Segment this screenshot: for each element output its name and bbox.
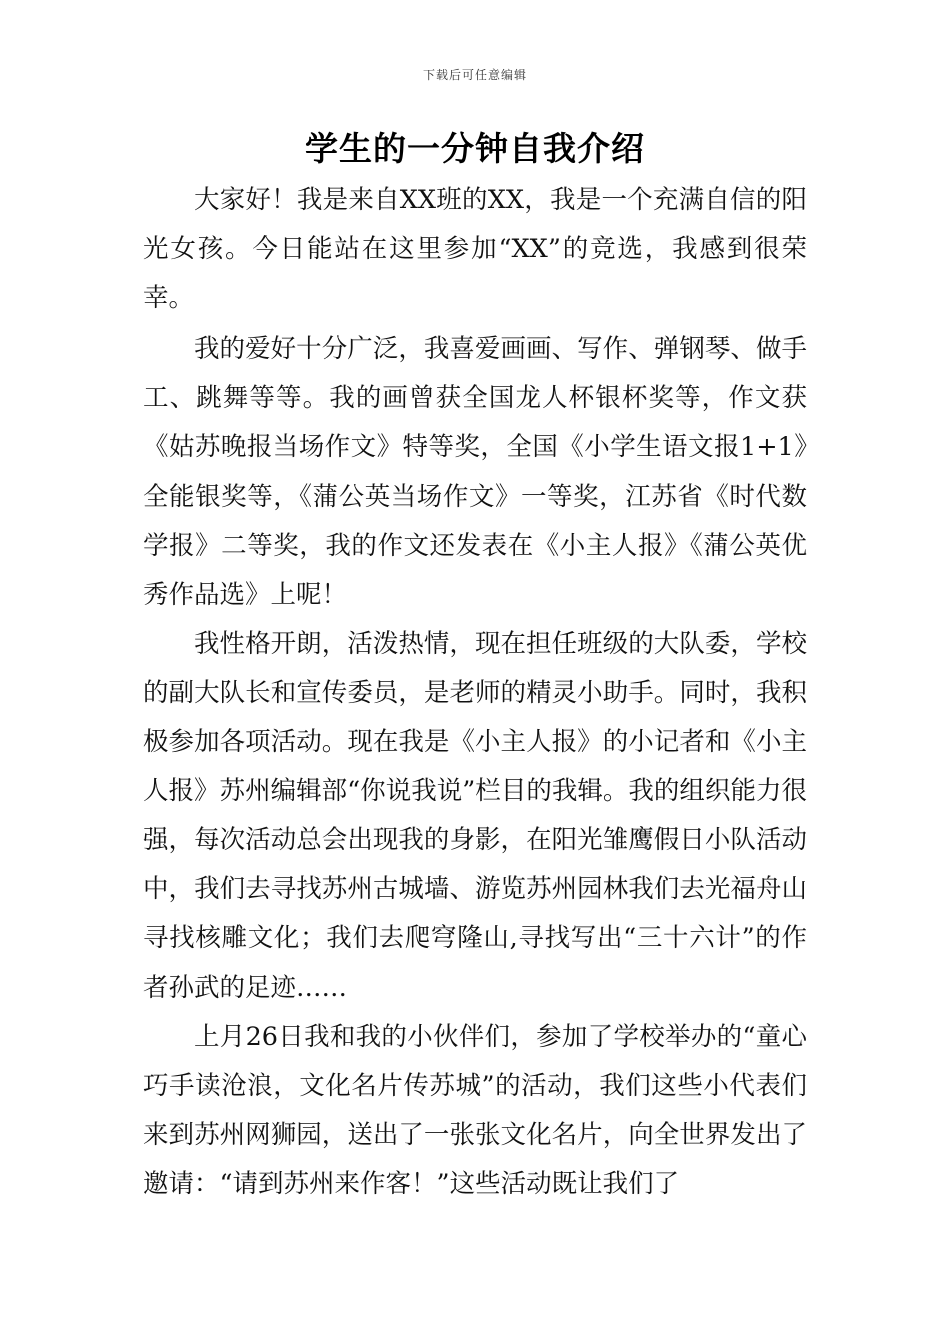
paragraph-hobbies: 我的爱好十分广泛，我喜爱画画、写作、弹钢琴、做手工、跳舞等等。我的画曾获全国龙人杯银杯奖等，作文获《姑苏晚报当场作文》特等奖，全国《小学生语文报1+1》全能银奖等，《蒲公英当场作文》一等奖，江苏省《时代数学报》二等奖，我的作文还发表在《小主人报》《蒲公英优秀作品选》上呢！ — [143, 334, 807, 610]
page-title: 学生的一分钟自我介绍 — [305, 129, 645, 168]
header-note: 下载后可任意编辑 — [422, 68, 527, 82]
paragraph-personality: 我性格开朗，活泼热情，现在担任班级的大队委，学校的副大队长和宣传委员，是老师的精灵小助手。同时，我积极参加各项活动。现在我是《小主人报》的小记者和《小主人报》苏州编辑部“你说我说”栏目的我辑。我的组织能力很强，每次活动总会出现我的身影，在阳光雏鹰假日小队活动中，我们去寻找苏州古城墙、游览苏州园林我们去光福舟山寻找核雕文化；我们去爬穹隆山,寻找写出“三十六计”的作者孙武的足迹…… — [143, 628, 807, 1003]
paragraph-activity: 上月26日我和我的小伙伴们，参加了学校举办的“童心巧手读沧浪，文化名片传苏城”的活动，我们这些小代表们来到苏州网狮园，送出了一张张文化名片，向全世界发出了邀请：“请到苏州来作客！”这些活动既让我们了 — [143, 1021, 807, 1199]
paragraph-intro: 大家好！我是来自XX班的XX，我是一个充满自信的阳光女孩。今日能站在这里参加“XX”的竞选，我感到很荣幸。 — [143, 185, 807, 314]
document-body — [143, 176, 807, 1209]
